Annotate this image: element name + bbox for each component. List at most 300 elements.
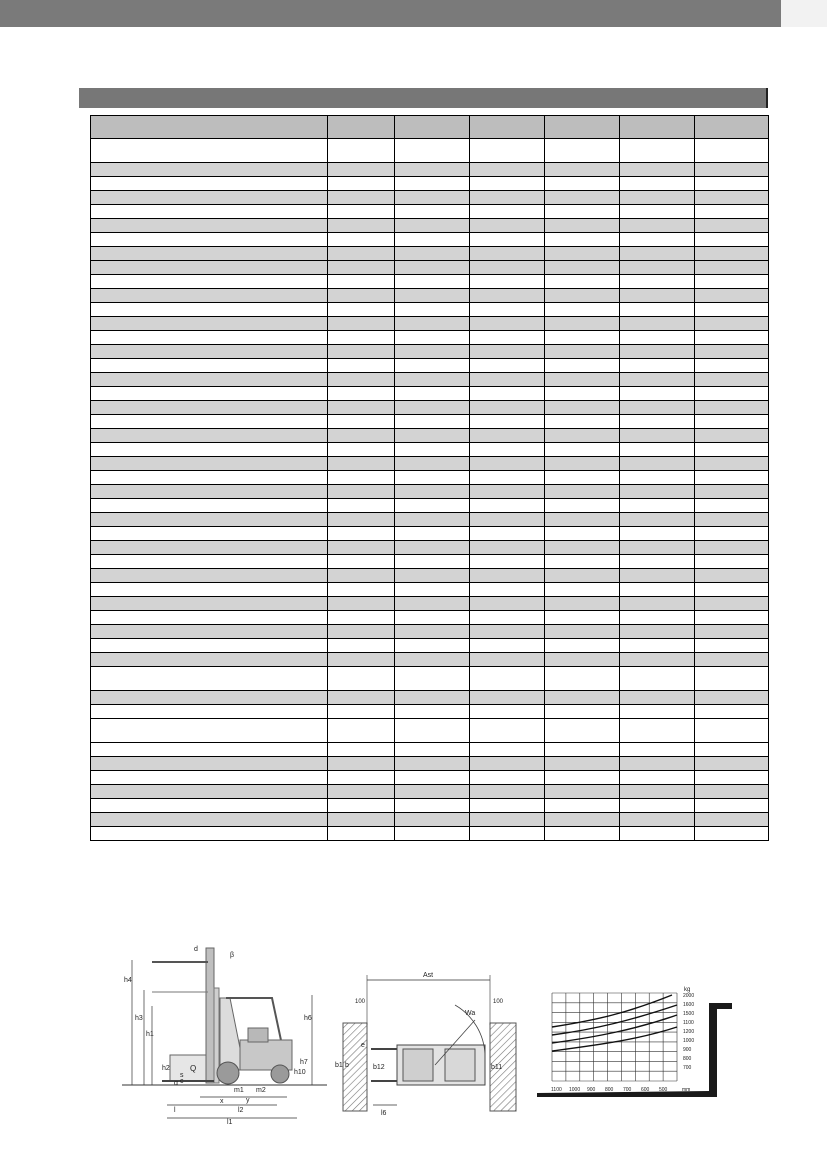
value-cell xyxy=(395,415,470,429)
value-cell xyxy=(395,653,470,667)
table-row xyxy=(91,719,769,743)
value-cell xyxy=(545,177,620,191)
value-cell xyxy=(695,597,769,611)
value-cell xyxy=(695,541,769,555)
value-cell xyxy=(695,191,769,205)
value-cell xyxy=(545,317,620,331)
label-e: e xyxy=(361,1042,365,1049)
value-cell xyxy=(395,247,470,261)
value-cell xyxy=(620,485,695,499)
value-cell xyxy=(545,275,620,289)
value-cell xyxy=(695,317,769,331)
y-tick-label: 1100 xyxy=(683,1020,694,1026)
value-cell xyxy=(470,639,545,653)
value-cell xyxy=(620,541,695,555)
value-cell xyxy=(328,139,395,163)
value-cell xyxy=(395,743,470,757)
y-tick-label: 2000 xyxy=(683,993,695,999)
value-cell xyxy=(695,116,769,139)
value-cell xyxy=(545,597,620,611)
value-cell xyxy=(395,499,470,513)
value-cell xyxy=(620,163,695,177)
value-cell xyxy=(395,485,470,499)
value-cell xyxy=(695,785,769,799)
table-row xyxy=(91,415,769,429)
label-ast: Ast xyxy=(423,972,434,979)
value-cell xyxy=(470,513,545,527)
value-cell xyxy=(328,757,395,771)
value-cell xyxy=(545,799,620,813)
value-cell xyxy=(470,303,545,317)
value-cell xyxy=(620,261,695,275)
row-label-cell xyxy=(91,583,328,597)
value-cell xyxy=(470,359,545,373)
value-cell xyxy=(470,345,545,359)
value-cell xyxy=(545,625,620,639)
value-cell xyxy=(470,275,545,289)
value-cell xyxy=(470,233,545,247)
row-label-cell xyxy=(91,785,328,799)
row-label-cell xyxy=(91,499,328,513)
value-cell xyxy=(470,667,545,691)
y-tick-label: 800 xyxy=(683,1056,692,1062)
table-row xyxy=(91,289,769,303)
value-cell xyxy=(470,499,545,513)
value-cell xyxy=(620,499,695,513)
value-cell xyxy=(545,569,620,583)
table-row xyxy=(91,485,769,499)
value-cell xyxy=(695,443,769,457)
label-h7: h7 xyxy=(300,1059,308,1066)
value-cell xyxy=(328,611,395,625)
row-label-cell xyxy=(91,597,328,611)
value-cell xyxy=(395,639,470,653)
value-cell xyxy=(470,191,545,205)
value-cell xyxy=(620,429,695,443)
table-row xyxy=(91,261,769,275)
value-cell xyxy=(470,139,545,163)
value-cell xyxy=(545,191,620,205)
value-cell xyxy=(470,219,545,233)
value-cell xyxy=(470,611,545,625)
row-label-cell xyxy=(91,443,328,457)
value-cell xyxy=(620,317,695,331)
mast xyxy=(206,948,214,1083)
value-cell xyxy=(695,527,769,541)
value-cell xyxy=(545,331,620,345)
value-cell xyxy=(695,247,769,261)
truck-side-view-diagram xyxy=(122,940,327,1125)
table-row xyxy=(91,743,769,757)
table-row xyxy=(91,457,769,471)
label-b: b xyxy=(345,1062,349,1069)
x-tick-label: 900 xyxy=(587,1087,596,1093)
value-cell xyxy=(328,555,395,569)
value-cell xyxy=(695,261,769,275)
value-cell xyxy=(545,513,620,527)
value-cell xyxy=(695,743,769,757)
value-cell xyxy=(545,813,620,827)
value-cell xyxy=(620,233,695,247)
value-cell xyxy=(328,429,395,443)
value-cell xyxy=(620,625,695,639)
value-cell xyxy=(545,345,620,359)
row-label-cell xyxy=(91,457,328,471)
row-label-cell xyxy=(91,177,328,191)
row-label-cell xyxy=(91,205,328,219)
value-cell xyxy=(395,799,470,813)
label-x: x xyxy=(220,1098,224,1105)
value-cell xyxy=(695,139,769,163)
value-cell xyxy=(470,653,545,667)
value-cell xyxy=(395,359,470,373)
value-cell xyxy=(620,597,695,611)
table-row xyxy=(91,219,769,233)
row-label-cell xyxy=(91,219,328,233)
label-l: l xyxy=(174,1107,176,1114)
row-label-cell xyxy=(91,163,328,177)
value-cell xyxy=(620,827,695,841)
value-cell xyxy=(395,527,470,541)
label-beta: β xyxy=(230,952,235,959)
value-cell xyxy=(328,289,395,303)
value-cell xyxy=(695,499,769,513)
value-cell xyxy=(620,401,695,415)
row-label-cell xyxy=(91,387,328,401)
table-row xyxy=(91,625,769,639)
value-cell xyxy=(695,625,769,639)
value-cell xyxy=(395,457,470,471)
value-cell xyxy=(395,219,470,233)
value-cell xyxy=(695,771,769,785)
load-capacity-chart xyxy=(537,985,737,1105)
value-cell xyxy=(328,597,395,611)
value-cell xyxy=(470,719,545,743)
value-cell xyxy=(695,653,769,667)
value-cell xyxy=(695,705,769,719)
chart-y-unit: kg xyxy=(684,987,691,993)
value-cell xyxy=(470,799,545,813)
x-tick-label: 600 xyxy=(641,1087,650,1093)
label-h3: h3 xyxy=(135,1015,143,1022)
table-row xyxy=(91,205,769,219)
value-cell xyxy=(545,429,620,443)
value-cell xyxy=(470,569,545,583)
value-cell xyxy=(620,583,695,597)
value-cell xyxy=(620,611,695,625)
table-row xyxy=(91,597,769,611)
table-row xyxy=(91,653,769,667)
value-cell xyxy=(620,527,695,541)
row-label-cell xyxy=(91,569,328,583)
value-cell xyxy=(695,373,769,387)
value-cell xyxy=(395,116,470,139)
table-row xyxy=(91,163,769,177)
value-cell xyxy=(620,303,695,317)
y-tick-label: 1600 xyxy=(683,1002,695,1008)
value-cell xyxy=(328,771,395,785)
value-cell xyxy=(545,743,620,757)
value-cell xyxy=(545,443,620,457)
row-label-cell xyxy=(91,813,328,827)
top-header-bar xyxy=(0,0,781,27)
value-cell xyxy=(395,813,470,827)
value-cell xyxy=(395,667,470,691)
value-cell xyxy=(470,813,545,827)
y-tick-label: 1000 xyxy=(683,1038,695,1044)
row-label-cell xyxy=(91,513,328,527)
label-h10: h10 xyxy=(294,1069,306,1076)
table-row xyxy=(91,827,769,841)
value-cell xyxy=(695,611,769,625)
label-l6: l6 xyxy=(381,1110,387,1117)
value-cell xyxy=(328,415,395,429)
value-cell xyxy=(695,205,769,219)
value-cell xyxy=(695,275,769,289)
row-label-cell xyxy=(91,527,328,541)
value-cell xyxy=(395,177,470,191)
value-cell xyxy=(695,719,769,743)
table-row xyxy=(91,387,769,401)
row-label-cell xyxy=(91,719,328,743)
value-cell xyxy=(620,513,695,527)
value-cell xyxy=(695,667,769,691)
value-cell xyxy=(395,691,470,705)
value-cell xyxy=(545,771,620,785)
value-cell xyxy=(545,471,620,485)
value-cell xyxy=(395,163,470,177)
section-title-bar xyxy=(79,88,768,108)
value-cell xyxy=(545,719,620,743)
value-cell xyxy=(470,429,545,443)
table-row xyxy=(91,247,769,261)
value-cell xyxy=(470,331,545,345)
row-label-cell xyxy=(91,625,328,639)
value-cell xyxy=(328,471,395,485)
value-cell xyxy=(328,345,395,359)
row-label-cell xyxy=(91,799,328,813)
value-cell xyxy=(545,205,620,219)
value-cell xyxy=(545,499,620,513)
x-tick-label: 1000 xyxy=(569,1087,581,1093)
value-cell xyxy=(545,541,620,555)
value-cell xyxy=(620,757,695,771)
value-cell xyxy=(695,359,769,373)
value-cell xyxy=(620,471,695,485)
value-cell xyxy=(695,513,769,527)
value-cell xyxy=(695,457,769,471)
value-cell xyxy=(470,771,545,785)
value-cell xyxy=(395,205,470,219)
value-cell xyxy=(328,691,395,705)
value-cell xyxy=(328,625,395,639)
table-row xyxy=(91,303,769,317)
label-d: d xyxy=(194,946,198,953)
row-label-cell xyxy=(91,705,328,719)
value-cell xyxy=(470,583,545,597)
value-cell xyxy=(328,219,395,233)
value-cell xyxy=(545,705,620,719)
value-cell xyxy=(395,625,470,639)
label-l1: l1 xyxy=(227,1119,233,1125)
value-cell xyxy=(695,233,769,247)
value-cell xyxy=(620,289,695,303)
value-cell xyxy=(695,799,769,813)
value-cell xyxy=(470,743,545,757)
row-label-cell xyxy=(91,331,328,345)
row-label-cell xyxy=(91,653,328,667)
value-cell xyxy=(695,345,769,359)
value-cell xyxy=(328,359,395,373)
value-cell xyxy=(328,387,395,401)
table-row xyxy=(91,373,769,387)
value-cell xyxy=(328,653,395,667)
value-cell xyxy=(470,163,545,177)
value-cell xyxy=(328,233,395,247)
value-cell xyxy=(545,415,620,429)
value-cell xyxy=(545,485,620,499)
value-cell xyxy=(328,583,395,597)
value-cell xyxy=(545,639,620,653)
row-label-cell xyxy=(91,555,328,569)
value-cell xyxy=(620,345,695,359)
y-tick-label: 900 xyxy=(683,1047,692,1053)
row-label-cell xyxy=(91,485,328,499)
value-cell xyxy=(470,289,545,303)
label-y: y xyxy=(246,1097,250,1104)
table-row xyxy=(91,317,769,331)
value-cell xyxy=(328,799,395,813)
value-cell xyxy=(695,583,769,597)
value-cell xyxy=(695,691,769,705)
value-cell xyxy=(545,359,620,373)
label-m1: m1 xyxy=(234,1087,244,1094)
value-cell xyxy=(470,205,545,219)
value-cell xyxy=(545,163,620,177)
value-cell xyxy=(620,667,695,691)
label-h2: h2 xyxy=(162,1065,170,1072)
value-cell xyxy=(395,331,470,345)
value-cell xyxy=(620,415,695,429)
label-alpha: α xyxy=(174,1080,179,1087)
row-label-cell xyxy=(91,191,328,205)
value-cell xyxy=(395,387,470,401)
value-cell xyxy=(695,331,769,345)
value-cell xyxy=(395,583,470,597)
value-cell xyxy=(395,191,470,205)
value-cell xyxy=(470,541,545,555)
label-l2: l2 xyxy=(238,1107,244,1114)
value-cell xyxy=(328,275,395,289)
value-cell xyxy=(470,597,545,611)
table-row xyxy=(91,471,769,485)
x-tick-label: 800 xyxy=(605,1087,614,1093)
value-cell xyxy=(470,247,545,261)
value-cell xyxy=(620,275,695,289)
value-cell xyxy=(620,771,695,785)
value-cell xyxy=(620,813,695,827)
row-label-cell xyxy=(91,771,328,785)
table-row xyxy=(91,639,769,653)
value-cell xyxy=(470,485,545,499)
row-label-cell xyxy=(91,743,328,757)
value-cell xyxy=(695,757,769,771)
table-row xyxy=(91,331,769,345)
value-cell xyxy=(620,387,695,401)
row-label-cell xyxy=(91,275,328,289)
value-cell xyxy=(395,611,470,625)
value-cell xyxy=(620,743,695,757)
value-cell xyxy=(545,247,620,261)
value-cell xyxy=(395,443,470,457)
value-cell xyxy=(395,771,470,785)
value-cell xyxy=(328,569,395,583)
value-cell xyxy=(395,317,470,331)
value-cell xyxy=(545,303,620,317)
value-cell xyxy=(620,719,695,743)
value-cell xyxy=(695,485,769,499)
row-label-cell xyxy=(91,247,328,261)
value-cell xyxy=(328,719,395,743)
value-cell xyxy=(328,827,395,841)
label-b1: b1 xyxy=(335,1062,343,1069)
row-label-cell xyxy=(91,233,328,247)
row-label-cell xyxy=(91,401,328,415)
value-cell xyxy=(620,219,695,233)
value-cell xyxy=(328,527,395,541)
value-cell xyxy=(328,813,395,827)
value-cell xyxy=(395,541,470,555)
table-row xyxy=(91,275,769,289)
value-cell xyxy=(328,401,395,415)
table-row xyxy=(91,541,769,555)
value-cell xyxy=(545,387,620,401)
table-row xyxy=(91,429,769,443)
table-row xyxy=(91,513,769,527)
value-cell xyxy=(470,116,545,139)
row-label-cell xyxy=(91,667,328,691)
chart-x-unit: mm xyxy=(682,1087,691,1093)
value-cell xyxy=(470,177,545,191)
value-cell xyxy=(470,443,545,457)
x-tick-label: 700 xyxy=(623,1087,632,1093)
value-cell xyxy=(395,597,470,611)
table-row xyxy=(91,705,769,719)
value-cell xyxy=(620,373,695,387)
table-row xyxy=(91,611,769,625)
row-label-cell xyxy=(91,827,328,841)
value-cell xyxy=(470,317,545,331)
value-cell xyxy=(620,569,695,583)
table-row xyxy=(91,757,769,771)
value-cell xyxy=(395,513,470,527)
table-row xyxy=(91,583,769,597)
row-label-cell xyxy=(91,611,328,625)
row-label-cell xyxy=(91,429,328,443)
value-cell xyxy=(470,757,545,771)
value-cell xyxy=(395,345,470,359)
value-cell xyxy=(470,471,545,485)
value-cell xyxy=(620,205,695,219)
value-cell xyxy=(620,116,695,139)
table-row xyxy=(91,233,769,247)
value-cell xyxy=(328,177,395,191)
row-label-cell xyxy=(91,373,328,387)
value-cell xyxy=(545,233,620,247)
value-cell xyxy=(470,691,545,705)
y-tick-label: 700 xyxy=(683,1065,692,1071)
y-tick-label: 1200 xyxy=(683,1029,695,1035)
